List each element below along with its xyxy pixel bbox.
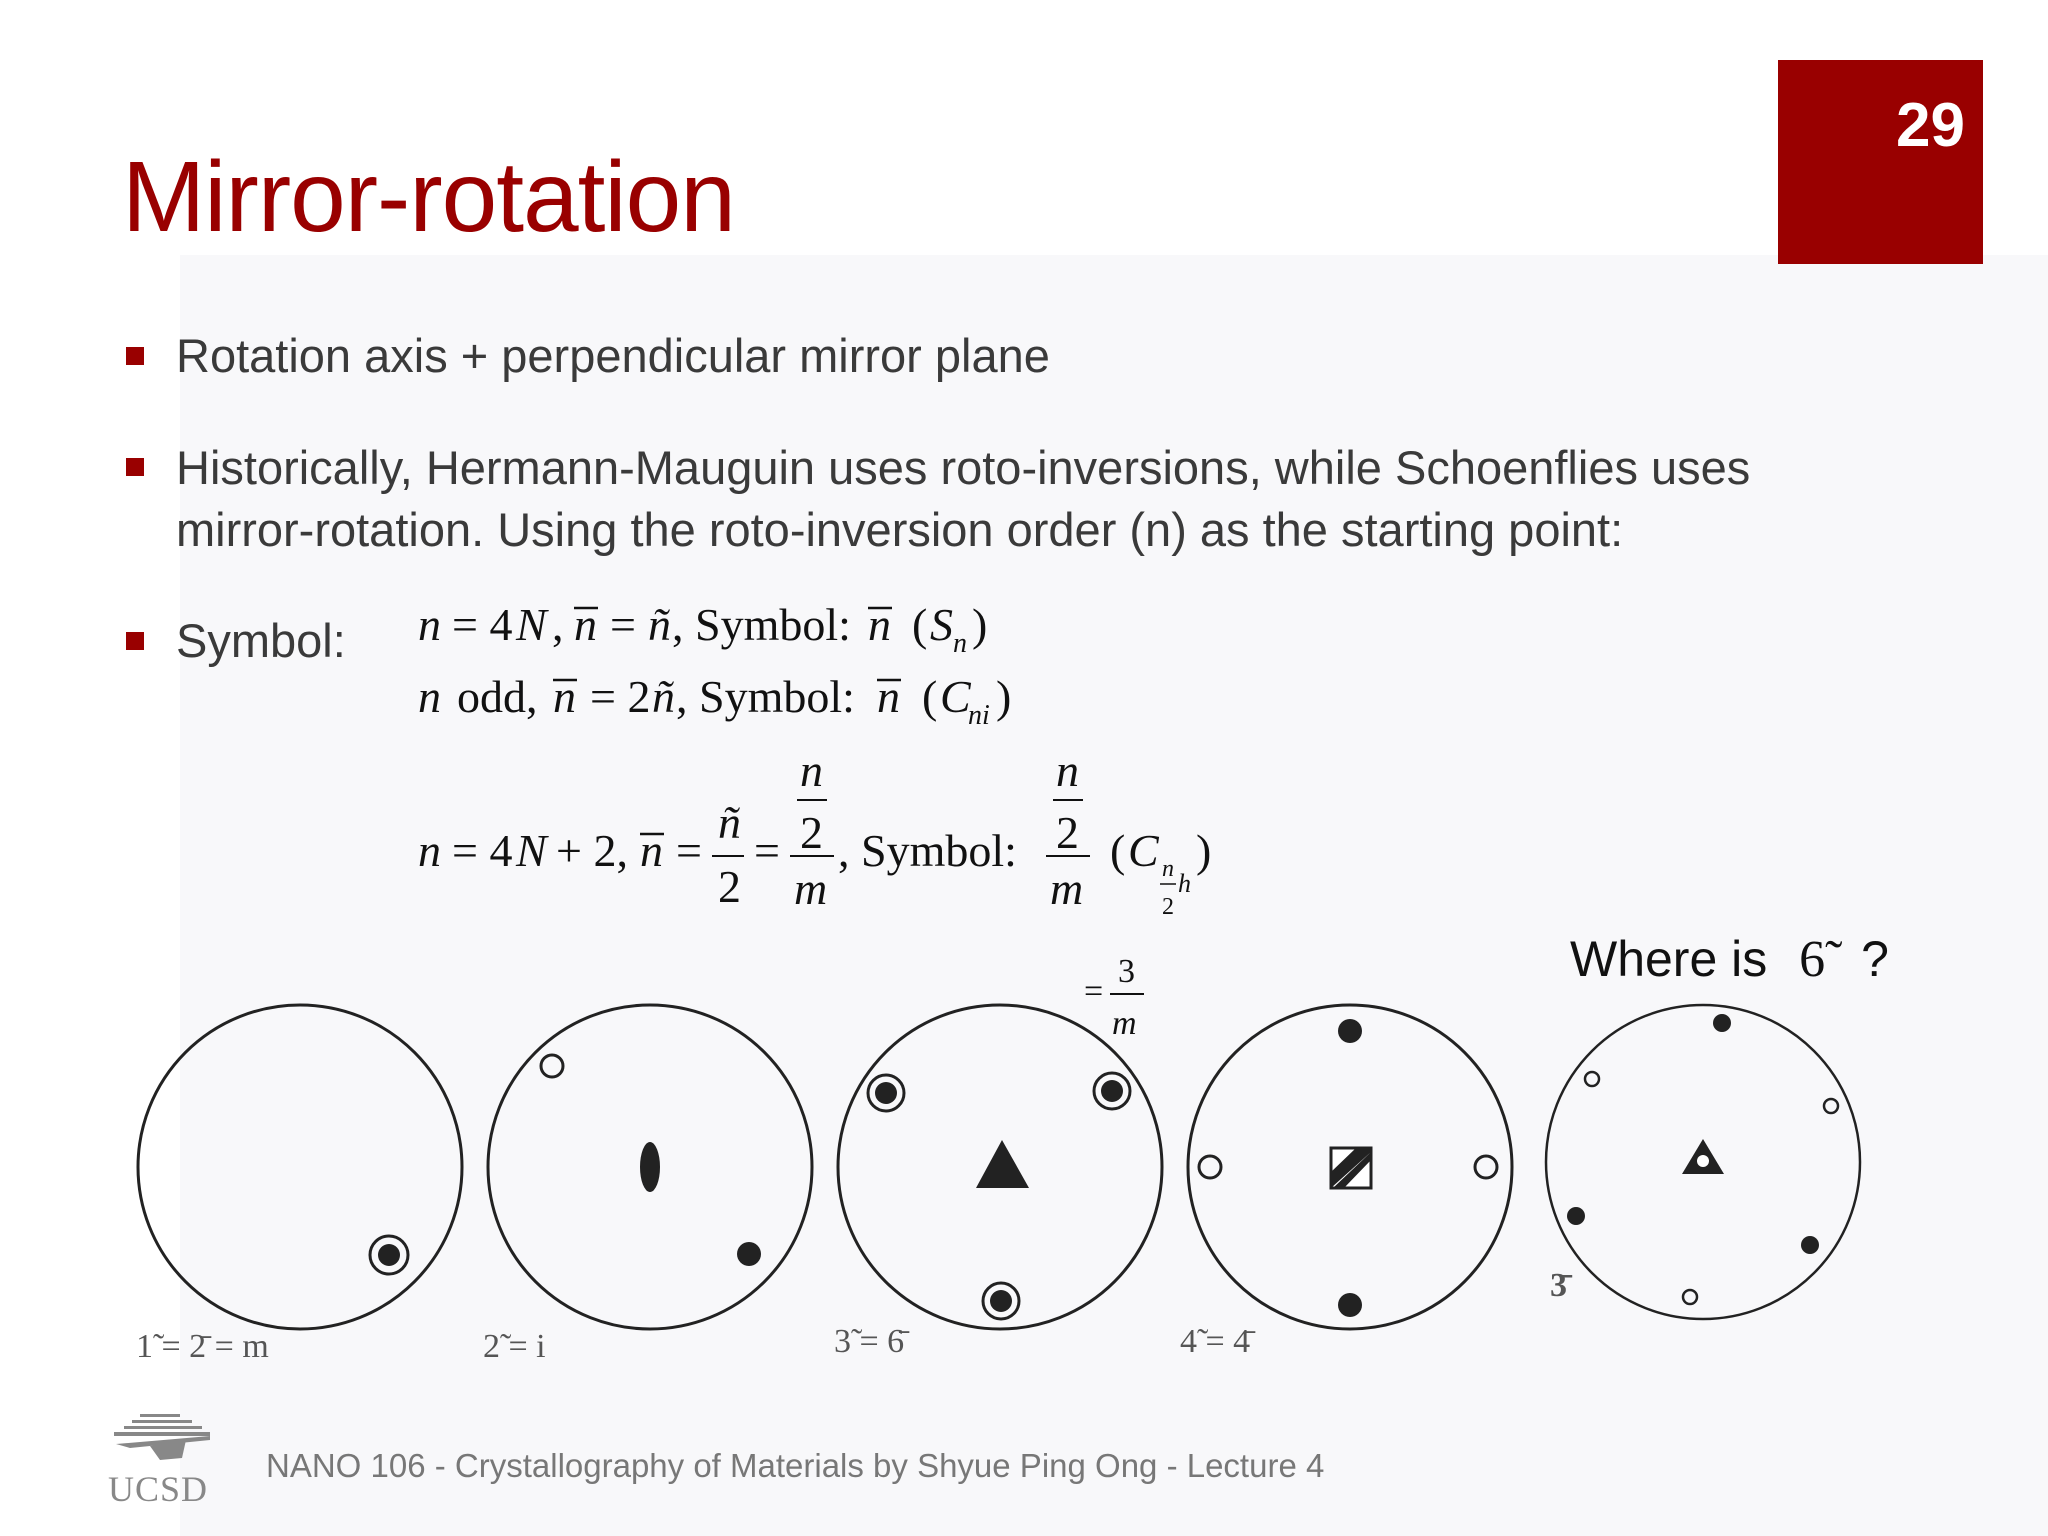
svg-text:2: 2 — [1162, 894, 1174, 920]
svg-text:): ) — [972, 599, 988, 650]
triangle-axis-symbol — [976, 1140, 1029, 1188]
question-mark: ? — [1861, 931, 1889, 987]
svg-text:ñ: ñ — [648, 599, 671, 650]
svg-text:n: n — [868, 599, 891, 650]
svg-text:(: ( — [922, 671, 938, 722]
svg-text:N: N — [516, 825, 547, 876]
svg-text:n: n — [953, 628, 967, 659]
diagram-label-5: 3̄ — [1550, 1267, 1567, 1304]
svg-text:ni: ni — [968, 700, 990, 731]
svg-text:C: C — [1128, 825, 1159, 876]
svg-text:n: n — [574, 599, 597, 650]
diagram-label-3: 3̃ = 6̄ — [834, 1323, 905, 1360]
bullet-rotation-axis: Rotation axis + perpendicular mirror plane — [176, 329, 1050, 382]
svg-text:,: , — [552, 599, 564, 650]
svg-text:m: m — [1112, 1005, 1137, 1042]
svg-text:=: = — [1084, 973, 1104, 1010]
svg-text:+ 2,: + 2, — [556, 825, 628, 876]
svg-text:C: C — [940, 671, 971, 722]
footer-course-info: NANO 106 - Crystallography of Materials by Shyue Ping Ong - Lecture 4 — [266, 1447, 1325, 1484]
question-symbol: 6̃ — [1799, 931, 1826, 988]
svg-text:(: ( — [1110, 825, 1126, 876]
svg-text:n: n — [1162, 856, 1174, 882]
svg-text:= 4: = 4 — [452, 825, 513, 876]
svg-text:n: n — [1056, 745, 1079, 796]
diagram-1-mirror — [138, 1005, 462, 1329]
bullet-historically-line2: mirror-rotation. Using the roto-inversion order (n) as the starting point: — [176, 503, 1624, 556]
svg-text:3: 3 — [1118, 953, 1135, 990]
svg-text:h: h — [1178, 869, 1191, 898]
svg-text:m: m — [1050, 863, 1084, 914]
svg-text:): ) — [996, 671, 1012, 722]
svg-text:n: n — [418, 671, 441, 722]
svg-text:ñ: ñ — [718, 797, 741, 848]
svg-text:, Symbol:: , Symbol: — [676, 671, 855, 722]
svg-text:2: 2 — [800, 807, 823, 858]
svg-text:n: n — [418, 599, 441, 650]
bullet-historically-line1: Historically, Hermann-Mauguin uses roto-inversions, while Schoenflies uses — [176, 441, 1751, 494]
point-filled-dot — [378, 1244, 400, 1266]
svg-text:=: = — [754, 825, 780, 876]
svg-text:, Symbol:: , Symbol: — [838, 825, 1017, 876]
diagram-label-4: 4̃ = 4̄ — [1180, 1323, 1251, 1360]
svg-text:(: ( — [912, 599, 928, 650]
slide-title: Mirror-rotation — [122, 141, 735, 253]
svg-text:, Symbol:: , Symbol: — [672, 599, 851, 650]
point-open-circle — [541, 1055, 563, 1077]
svg-text:): ) — [1196, 825, 1212, 876]
svg-text:=: = — [610, 599, 636, 650]
diagram-3-six-bar — [838, 1005, 1162, 1329]
svg-text:ñ: ñ — [652, 671, 675, 722]
diagram-label-1: 1̃ = 2̄ = m — [136, 1328, 269, 1365]
svg-text:m: m — [794, 863, 828, 914]
bullet-symbol-label: Symbol: — [176, 614, 346, 667]
diagram-2-inversion — [488, 1005, 812, 1329]
svg-text:= 2: = 2 — [590, 671, 651, 722]
inversion-center-symbol — [640, 1142, 660, 1192]
svg-text:n: n — [640, 825, 663, 876]
svg-text:n: n — [800, 745, 823, 796]
svg-text:= 4: = 4 — [452, 599, 513, 650]
svg-text:n: n — [877, 671, 900, 722]
slide-number: 29 — [1896, 91, 1965, 160]
point-filled-dot — [737, 1242, 761, 1266]
question-text: Where is — [1570, 931, 1768, 987]
svg-text:2: 2 — [718, 861, 741, 912]
diagram-5-three-bar — [1546, 1005, 1860, 1319]
svg-text:=: = — [676, 825, 702, 876]
svg-text:S: S — [930, 599, 953, 650]
diagram-label-2: 2̃ = i — [483, 1328, 546, 1365]
ucsd-logo-text: UCSD — [108, 1469, 209, 1509]
svg-text:n: n — [553, 671, 576, 722]
svg-text:2: 2 — [1056, 807, 1079, 858]
svg-text:n: n — [418, 825, 441, 876]
diagram-4-four-bar — [1188, 1005, 1512, 1329]
svg-text:odd,: odd, — [457, 671, 538, 722]
svg-text:N: N — [516, 599, 547, 650]
